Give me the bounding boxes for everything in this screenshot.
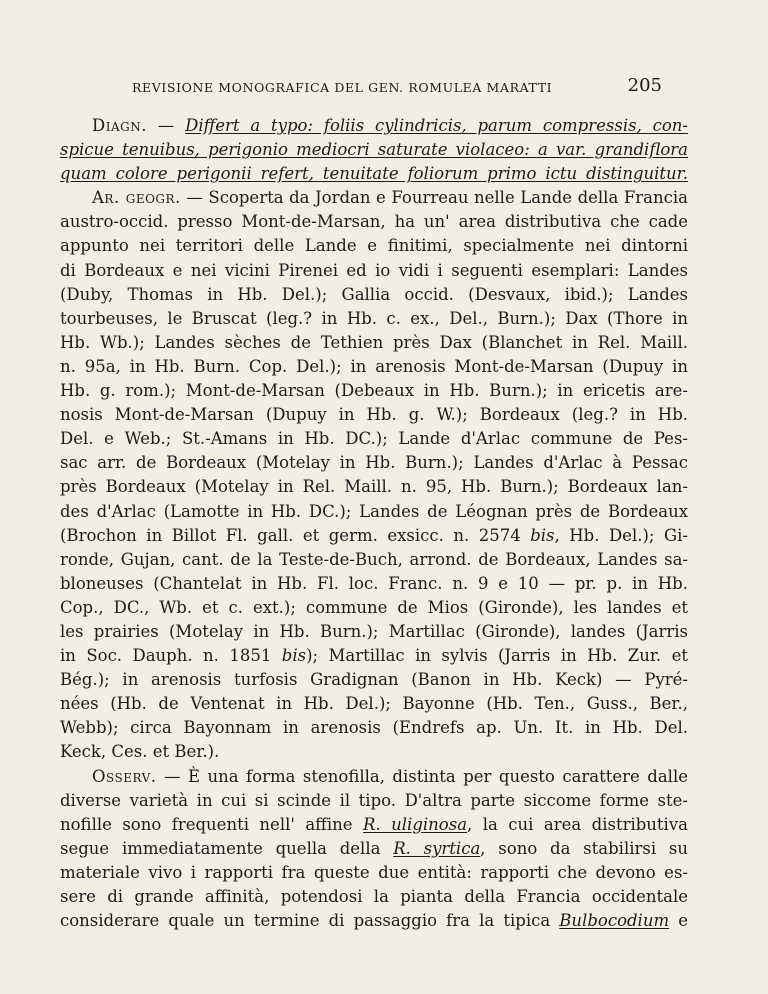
text-line — [60, 789, 688, 813]
text-run: , Hb. Del.); Gi- — [554, 525, 688, 545]
running-title: REVISIONE MONOGRAFICA DEL GEN. ROMULEA MARATTI — [132, 80, 553, 95]
styled-run: Osserv. — [92, 766, 157, 786]
text-line — [60, 427, 688, 451]
text-run: n. 95a, in Hb. Burn. Cop. Del.); in arenosis Mont-de-Marsan (Dupuy in — [60, 356, 688, 376]
text-line — [60, 837, 688, 861]
styled-run: Differt a typo: foliis cylindricis, parum compressis, con- — [185, 116, 688, 135]
text-line — [60, 234, 688, 258]
text-line — [60, 403, 688, 427]
text-run: sac arr. de Bordeaux (Motelay in Hb. Burn.); Landes d'Arlac à Pessac — [60, 453, 688, 473]
running-header — [132, 75, 662, 100]
text-run: sere di grande affinità, potendosi la pianta della Francia occidentale — [60, 887, 688, 906]
text-run: austro-occid. presso Mont-de-Marsan, ha un' area distributiva che cade — [60, 212, 688, 232]
text-run: di Bordeaux e nei vicini Pirenei ed io vidi i seguenti esemplari: Landes — [60, 260, 688, 280]
text-line — [60, 355, 688, 379]
text-run: nées (Hb. de Ventenat in Hb. Del.); Bayonne (Hb. Ten., Guss., Ber., — [60, 694, 688, 714]
text-line — [60, 740, 688, 764]
text-run: Bég.); in arenosis turfosis Gradignan (Banon in Hb. Keck) — Pyré- — [60, 670, 688, 690]
text-line — [60, 307, 688, 331]
text-run: — — [146, 116, 186, 135]
styled-run: bis — [530, 525, 555, 545]
text-run: ronde, Gujan, cant. de la Teste-de-Buch, arrond. de Bordeaux, Landes sa- — [60, 549, 688, 569]
text-run: Keck, Ces. et Ber.). — [60, 742, 220, 762]
body-text — [60, 114, 688, 933]
text-line — [60, 572, 688, 596]
styled-run: bis — [281, 646, 307, 666]
text-run: ); Martillac in sylvis (Jarris in Hb. Zur. et — [306, 646, 689, 666]
styled-run: Diagn. — [92, 116, 147, 135]
text-run: près Bordeaux (Motelay in Rel. Maill. n. 95, Hb. Burn.); Bordeaux lan- — [60, 477, 688, 497]
text-line — [60, 475, 688, 499]
text-run: appunto nei territori delle Lande e finitimi, specialmente nei dintorni — [60, 236, 688, 256]
text-line — [60, 186, 688, 210]
text-run: — Scoperta da Jordan e Fourreau nelle Lande della Francia — [180, 188, 688, 208]
text-run: segue immediatamente quella della — [60, 838, 394, 858]
styled-run: quam colore perigonii refert, tenuitate foliorum primo ictu distinguitur. — [60, 164, 688, 184]
text-run: materiale vivo i rapporti fra queste due entità: rapporti che devono es- — [60, 862, 688, 882]
page-number: 205 — [627, 75, 662, 96]
text-run: tourbeuses, le Bruscat (leg.? in Hb. c. ex., Del., Burn.); Dax (Thore in — [60, 308, 688, 328]
text-line — [60, 451, 688, 475]
styled-run: R. syrtica — [393, 838, 481, 858]
text-run: diverse varietà in cui si scinde il tipo. D'altra parte siccome forme ste- — [60, 790, 688, 810]
styled-run: spicue tenuibus, perigonio mediocri saturate violaceo: a var. grandiflora — [60, 140, 688, 160]
text-run: Webb); circa Bayonnam in arenosis (Endrefs ap. Un. It. in Hb. Del. — [60, 718, 688, 738]
text-line — [60, 210, 688, 234]
text-run: considerare quale un termine di passaggio fra la tipica — [60, 911, 560, 931]
text-line — [60, 114, 688, 138]
text-run: Hb. Wb.); Landes sèches de Tethien près Dax (Blanchet in Rel. Maill. — [60, 332, 688, 352]
text-run: nofille sono frequenti nell' affine — [60, 814, 364, 834]
text-line — [60, 861, 688, 885]
text-run: des d'Arlac (Lamotte in Hb. DC.); Landes de Léognan près de Bordeaux — [60, 501, 688, 521]
text-line — [60, 620, 688, 644]
text-line — [60, 524, 688, 548]
text-line — [60, 692, 688, 716]
text-line — [60, 668, 688, 692]
text-line — [60, 259, 688, 283]
text-run: e — [669, 911, 688, 931]
text-run: Del. e Web.; St.-Amans in Hb. DC.); Lande d'Arlac commune de Pes- — [60, 429, 688, 449]
styled-run: R. uliginosa — [363, 814, 468, 834]
text-run: (Duby, Thomas in Hb. Del.); Gallia occid. (Desvaux, ibid.); Landes — [60, 284, 688, 304]
text-line — [60, 331, 688, 355]
text-line — [60, 379, 688, 403]
text-line — [60, 162, 688, 186]
text-run: Hb. g. rom.); Mont-de-Marsan (Debeaux in Hb. Burn.); in ericetis are- — [60, 381, 688, 401]
text-line — [60, 500, 688, 524]
text-line — [60, 596, 688, 620]
text-line — [60, 644, 688, 668]
text-line — [60, 765, 688, 789]
text-run: nosis Mont-de-Marsan (Dupuy in Hb. g. W.); Bordeaux (leg.? in Hb. — [60, 405, 688, 425]
text-line — [60, 813, 688, 837]
text-run: — È una forma stenofilla, distinta per questo carattere dalle — [156, 766, 688, 786]
text-run: (Brochon in Billot Fl. gall. et germ. exsicc. n. 2574 — [60, 525, 531, 545]
text-line — [60, 548, 688, 572]
text-run: Cop., DC., Wb. et c. ext.); commune de Mios (Gironde), les landes et — [60, 597, 688, 617]
text-line — [60, 885, 688, 909]
text-line — [60, 138, 688, 162]
text-run: in Soc. Dauph. n. 1851 — [60, 646, 282, 666]
text-run: bloneuses (Chantelat in Hb. Fl. loc. Franc. n. 9 e 10 — pr. p. in Hb. — [60, 573, 688, 593]
styled-run: Ar. geogr. — [92, 188, 181, 208]
styled-run: Bulbocodium — [559, 911, 670, 931]
text-line — [60, 283, 688, 307]
text-line — [60, 909, 688, 933]
text-run: , la cui area distributiva — [467, 814, 688, 834]
text-run: , sono da stabilirsi su — [480, 838, 688, 858]
text-line — [60, 716, 688, 740]
text-run: les prairies (Motelay in Hb. Burn.); Martillac (Gironde), landes (Jarris — [60, 621, 688, 641]
